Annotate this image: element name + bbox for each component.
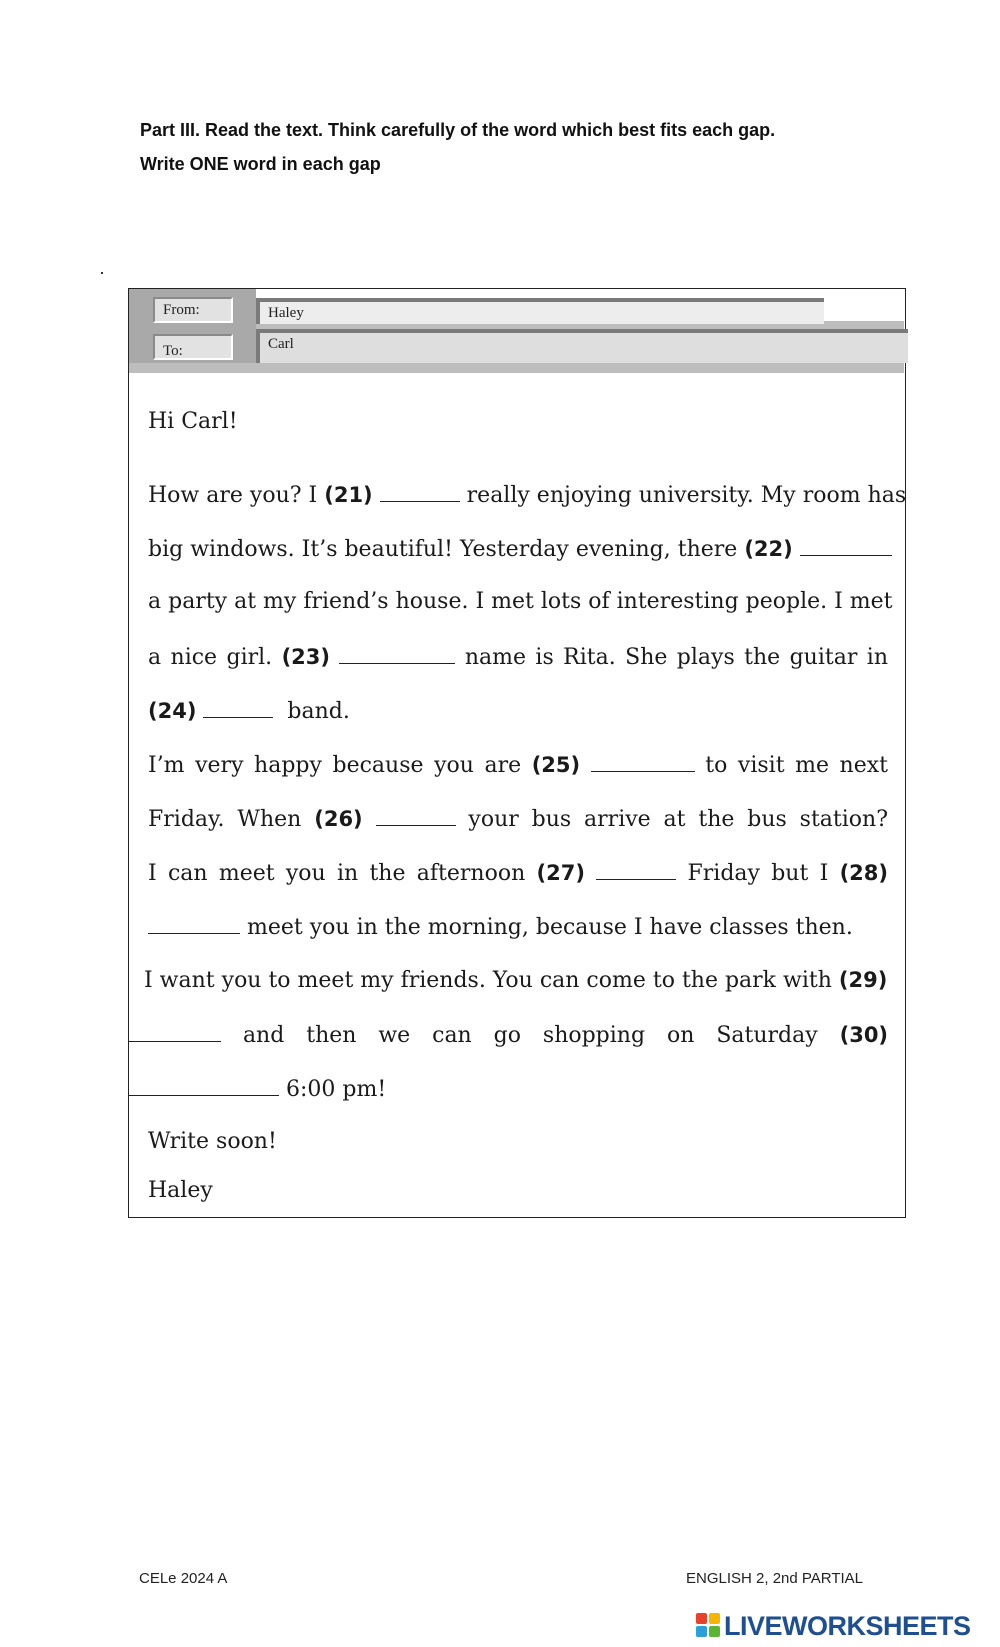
gap-number-30: (30) (839, 1023, 889, 1047)
letter-line: I want you to meet my friends. You can come to the park with (29) (144, 968, 888, 993)
instructions-line-2: Write ONE word in each gap (140, 154, 381, 174)
gap-number-29: (29) (838, 968, 888, 992)
letter-line: meet you in the morning, because I have classes then. (148, 911, 888, 941)
letter-line: How are you? I (21) really enjoying university. My room has (148, 479, 888, 509)
letter-line: 6:00 pm! (129, 1073, 869, 1103)
from-field: Haley (256, 298, 824, 324)
signature: Haley (148, 1178, 213, 1203)
gap-24-blank[interactable] (203, 695, 273, 718)
gap-27-blank[interactable] (596, 857, 676, 880)
gap-number-28: (28) (839, 861, 888, 885)
liveworksheets-logo (696, 1611, 971, 1641)
gap-23-blank[interactable] (339, 641, 455, 664)
gap-number-26: (26) (314, 807, 363, 831)
gap-25-blank[interactable] (591, 749, 695, 772)
liveworksheets-logo-icon (696, 1613, 722, 1639)
gap-number-23: (23) (281, 645, 330, 669)
gap-29-blank[interactable] (129, 1019, 221, 1042)
letter-line: I can meet you in the afternoon (27) Friday but I (28) (148, 857, 888, 887)
letter-line: (24) band. (148, 695, 888, 725)
letter-line: big windows. It’s beautiful! Yesterday evening, there (22) (148, 533, 888, 563)
gap-26-blank[interactable] (376, 803, 456, 826)
email-box (128, 288, 906, 1218)
letter-line: and then we can go shopping on Saturday (30) (129, 1019, 888, 1049)
footer-right: ENGLISH 2, 2nd PARTIAL (686, 1570, 864, 1587)
gap-28-blank[interactable] (148, 911, 240, 934)
gap-number-27: (27) (536, 861, 585, 885)
instructions (140, 113, 940, 181)
letter-line: I’m very happy because you are (25) to visit me next (148, 749, 888, 779)
gap-21-blank[interactable] (380, 479, 460, 502)
email-header (129, 289, 904, 373)
liveworksheets-logo-text: LIVEWORKSHEETS (724, 1610, 971, 1641)
gap-22-blank[interactable] (800, 533, 892, 556)
stray-dot (101, 272, 103, 274)
greeting: Hi Carl! (148, 409, 238, 434)
gap-number-24: (24) (148, 699, 197, 723)
gap-number-21: (21) (324, 483, 373, 507)
letter-line: a party at my friend’s house. I met lots of interesting people. I met (148, 589, 893, 614)
footer-left: CELe 2024 A (139, 1570, 228, 1587)
instructions-line-1: Part III. Read the text. Think carefully of the word which best fits each gap. (140, 120, 776, 140)
to-label: To: (153, 334, 233, 360)
gap-number-22: (22) (744, 537, 793, 561)
closing: Write soon! (148, 1129, 277, 1154)
gap-30-blank[interactable] (129, 1073, 279, 1096)
from-label: From: (153, 297, 233, 323)
letter-line: Friday. When (26) your bus arrive at the bus station? (148, 803, 888, 833)
to-field: Carl (256, 329, 908, 363)
gap-number-25: (25) (531, 753, 581, 777)
letter-line: a nice girl. (23) name is Rita. She plays the guitar in (148, 641, 888, 671)
